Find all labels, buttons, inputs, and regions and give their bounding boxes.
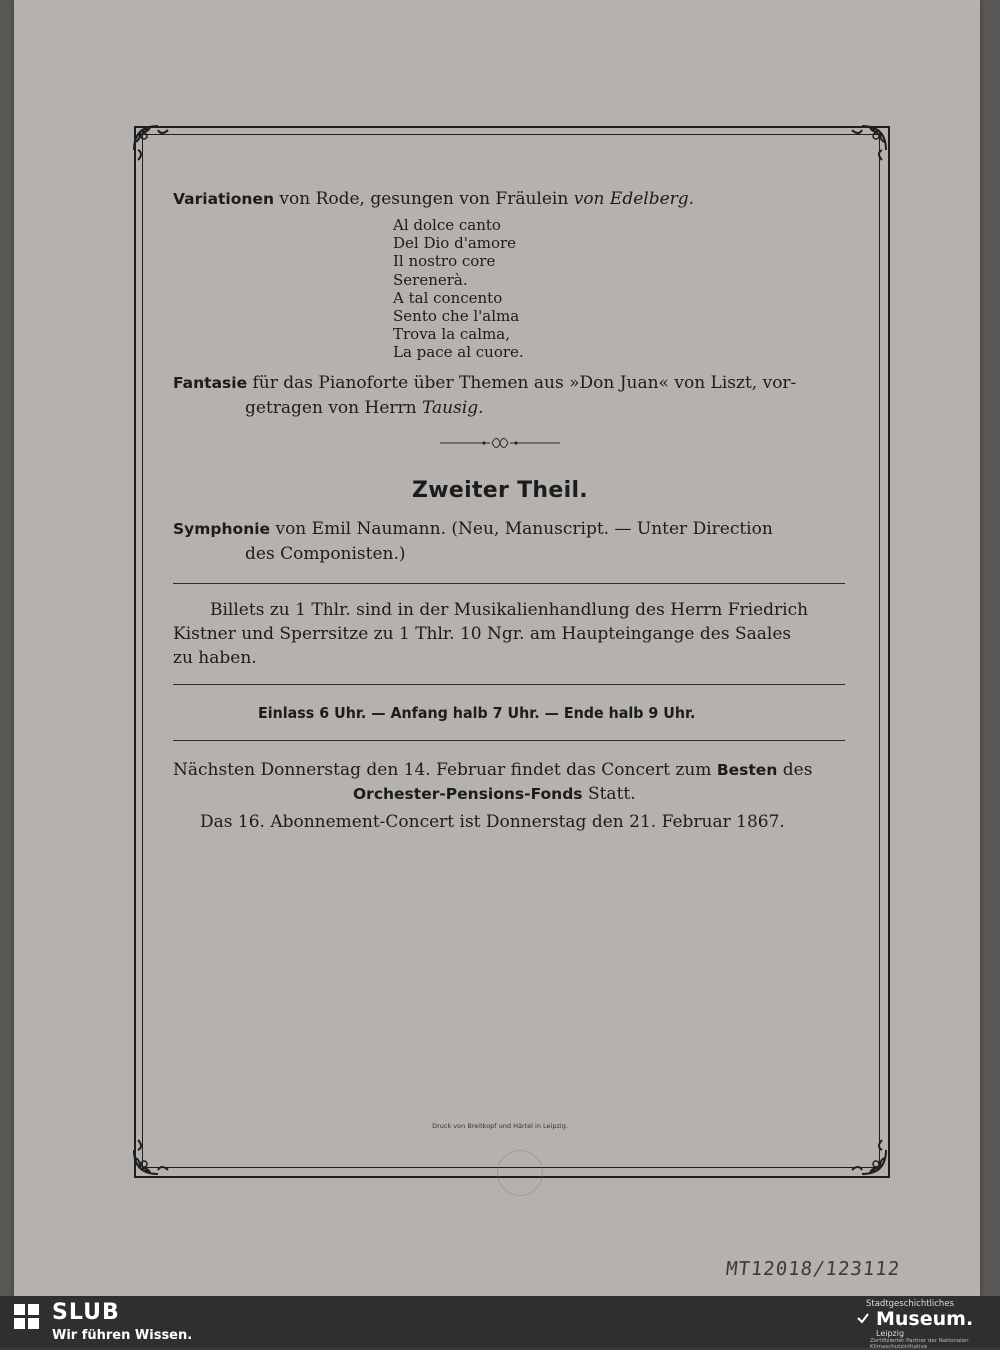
verse-line: Al dolce canto	[393, 216, 501, 234]
divider-rule	[173, 684, 845, 685]
slub-logo-icon[interactable]	[14, 1304, 40, 1330]
next-concert-line-2	[353, 783, 636, 805]
corner-ornament-bottom-right	[840, 1128, 892, 1180]
tickets-line-3: zu haben.	[173, 648, 257, 668]
symphonie-line-1	[173, 518, 773, 540]
next-concert-text: Nächsten Donnerstag den 14. Februar findet das Concert zum	[173, 760, 717, 780]
symphonie-text: von Emil Naumann. (Neu, Manuscript. — Unter Direction	[270, 519, 773, 539]
fantasie-text: für das Pianoforte über Themen aus »Don Juan« von Liszt, vor-	[247, 373, 797, 393]
tickets-line-1: Billets zu 1 Thlr. sind in der Musikalienhandlung des Herrn Friedrich	[210, 600, 809, 620]
museum-label-small: Stadtgeschichtliches	[866, 1299, 954, 1309]
variationen-singer: von Edelberg.	[573, 189, 695, 209]
divider-rule	[173, 740, 845, 741]
fantasie-title: Fantasie	[173, 374, 248, 392]
museum-check-icon	[856, 1311, 870, 1325]
corner-ornament-top-left	[128, 120, 180, 172]
fantasie-line-1	[173, 372, 796, 394]
verse-line: La pace al cuore.	[393, 343, 524, 362]
next-concert-des: des	[777, 760, 813, 780]
variationen-title: Variationen	[173, 190, 274, 208]
next-concert-besten: Besten	[716, 761, 778, 779]
verse-line: Il nostro core	[393, 252, 496, 271]
verse-block	[393, 216, 524, 362]
slub-tagline: Wir führen Wissen.	[52, 1328, 193, 1343]
next-concert-line-1	[173, 759, 812, 781]
variationen-by: von Rode, gesungen von Fräulein	[273, 189, 574, 209]
verse-line: Trova la calma,	[393, 325, 510, 344]
verse-line: Serenerà.	[393, 270, 468, 289]
corner-ornament-top-right	[840, 120, 892, 172]
museum-logo-text[interactable]: Museum.	[876, 1308, 974, 1330]
verse-line: Del Dio d'amore	[393, 234, 517, 253]
slub-name[interactable]: SLUB	[52, 1300, 120, 1325]
next-concert-line-3: Das 16. Abonnement-Concert ist Donnerstag den 21. Februar 1867.	[200, 812, 785, 832]
verse-line: Sento che l'alma	[393, 307, 520, 326]
symphonie-line-2: des Componisten.)	[245, 544, 406, 564]
divider-ornament	[440, 436, 560, 450]
faded-stamp	[497, 1150, 543, 1196]
printer-imprint: Druck von Breitkopf und Härtel in Leipzig.	[432, 1122, 568, 1130]
corner-ornament-bottom-left	[128, 1128, 180, 1180]
verse-line: A tal concento	[393, 288, 503, 307]
times-line: Einlass 6 Uhr. — Anfang halb 7 Uhr. — Ende halb 9 Uhr.	[258, 704, 696, 722]
part-heading: Zweiter Theil.	[412, 478, 588, 503]
fantasie-line-2	[245, 397, 484, 419]
fantasie-performer: Tausig.	[422, 398, 484, 418]
fantasie-text-2: getragen von Herrn	[245, 398, 423, 418]
variationen-line	[173, 188, 694, 210]
shelfmark-handwritten: MT12018/123112	[724, 1258, 902, 1280]
pension-fund-name: Orchester-Pensions-Fonds	[353, 785, 583, 803]
next-concert-statt: Statt.	[582, 784, 636, 804]
divider-rule	[173, 583, 845, 584]
tickets-line-2: Kistner und Sperrsitze zu 1 Thlr. 10 Ngr. am Haupteingange des Saales	[173, 624, 792, 644]
symphonie-title: Symphonie	[173, 520, 271, 538]
museum-certification: Zertifizierter Partner der Nationalen Klimaschutzinitiative	[870, 1338, 969, 1350]
museum-city: Leipzig	[876, 1329, 905, 1338]
